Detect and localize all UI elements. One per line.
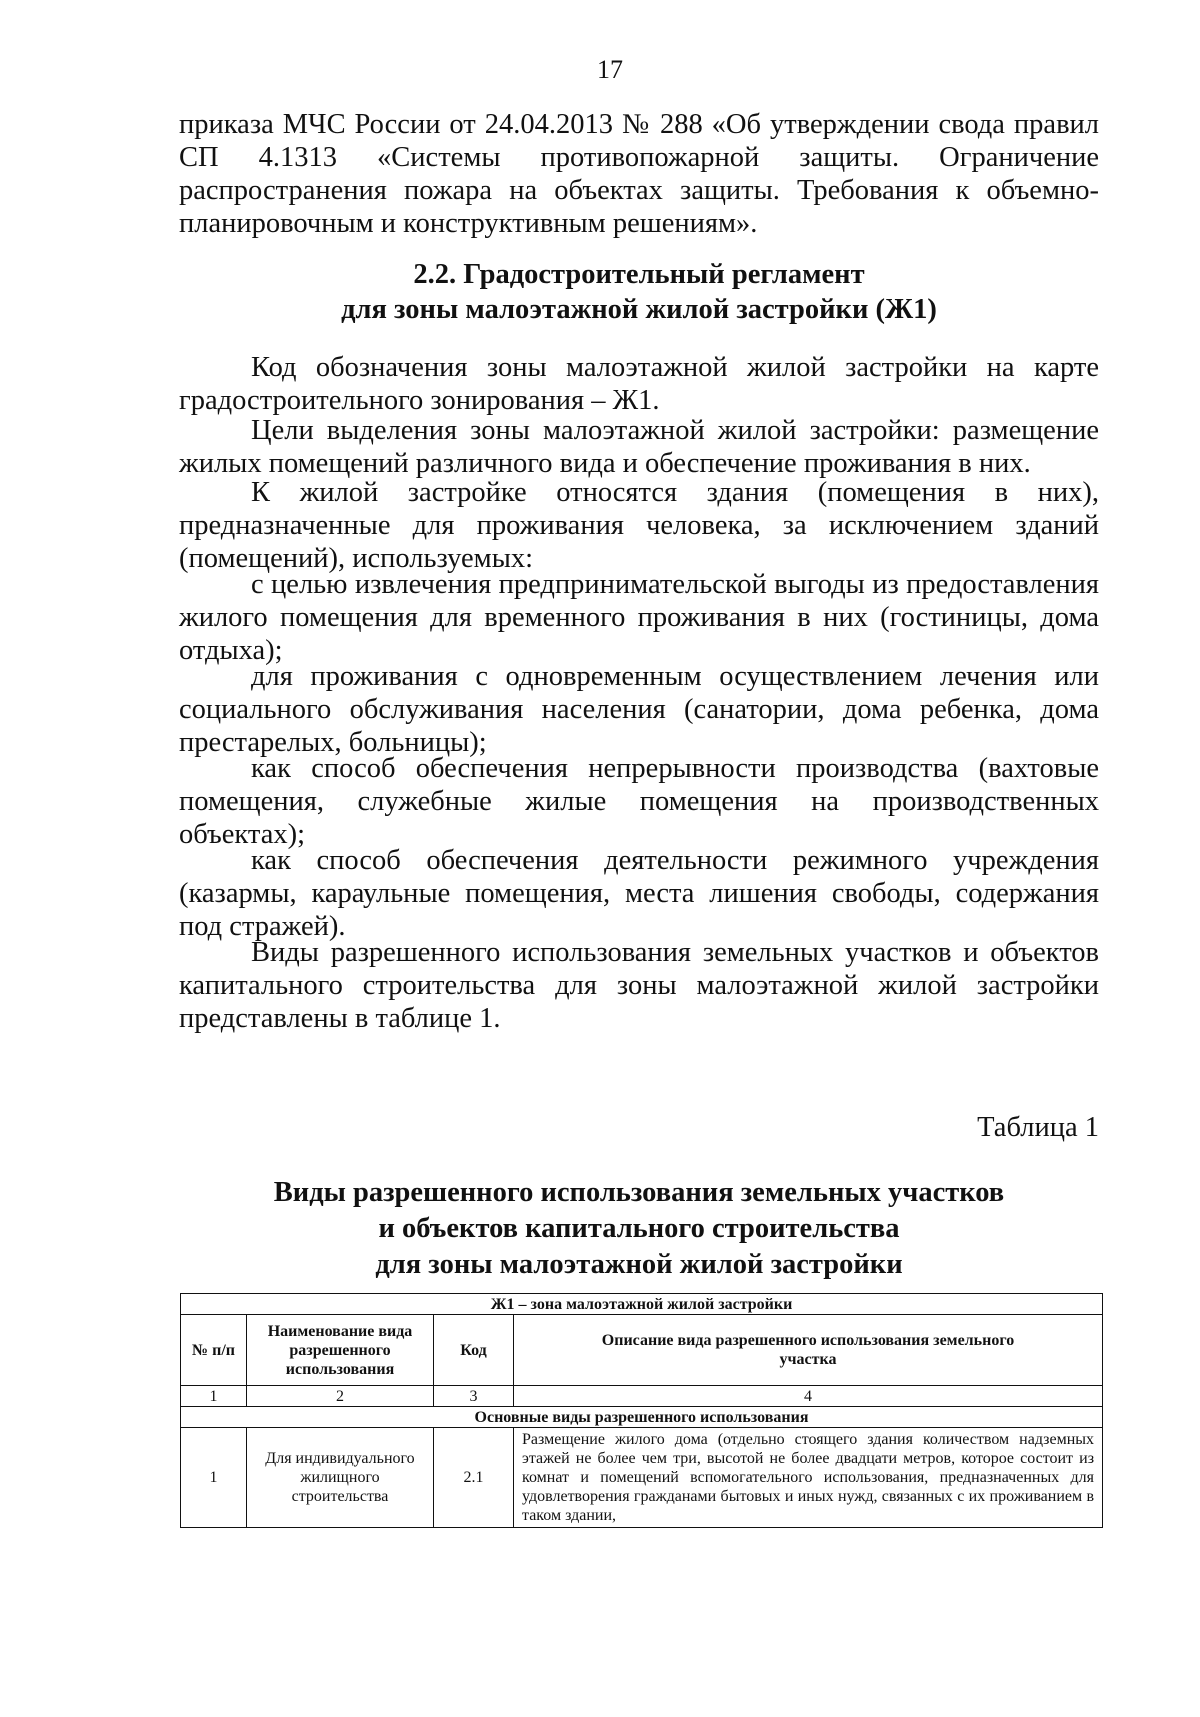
table-title-line-3: для зоны малоэтажной жилой застройки: [375, 1249, 903, 1280]
paragraph-zone-code: Код обозначения зоны малоэтажной жилой застройки на карте градостроительного зонирования – Ж1.: [179, 352, 1099, 416]
section-title: [179, 257, 1099, 327]
table-index-row: [181, 1386, 1103, 1407]
section-title-line-1: 2.2. Градостроительный регламент: [413, 259, 865, 290]
table-title: [179, 1175, 1099, 1283]
page-number: 17: [597, 55, 623, 84]
header-name: Наименование вида разрешенного использования: [247, 1315, 434, 1386]
intro-paragraph: приказа МЧС России от 24.04.2013 № 288 «Об утверждении свода правил СП 4.1313 «Системы противопожарной защиты. Ограничение распространения пожара на объектах защиты. Требования к объемно-планировочным и конструктивным решениям».: [179, 109, 1099, 239]
zone-header-cell: Ж1 – зона малоэтажной жилой застройки: [181, 1294, 1103, 1315]
table-title-line-2: и объектов капитального строительства: [378, 1213, 900, 1244]
row-name: Для индивидуального жилищного строительства: [247, 1428, 434, 1528]
index-cell: 3: [434, 1386, 514, 1407]
paragraph-exception-3: как способ обеспечения непрерывности производства (вахтовые помещения, служебные жилые помещения на производственных объектах);: [179, 753, 1099, 850]
paragraph-exception-1: с целью извлечения предпринимательской выгоды из предоставления жилого помещения для временного проживания в них (гостиницы, дома отдыха);: [179, 569, 1099, 666]
paragraph-exception-2: для проживания с одновременным осуществлением лечения или социального обслуживания населения (санатории, дома ребенка, дома престарелых, больницы);: [179, 661, 1099, 758]
paragraph-exception-4: как способ обеспечения деятельности режимного учреждения (казармы, караульные помещения, места лишения свободы, содержания под стражей).: [179, 845, 1099, 942]
section-row-cell: Основные виды разрешенного использования: [181, 1407, 1103, 1428]
paragraph-table-ref: Виды разрешенного использования земельных участков и объектов капитального строительства для зоны малоэтажной жилой застройки представлены в таблице 1.: [179, 937, 1099, 1034]
index-cell: 1: [181, 1386, 247, 1407]
section-title-line-2: для зоны малоэтажной жилой застройки (Ж1): [341, 294, 937, 325]
header-code: Код: [434, 1315, 514, 1386]
table-title-line-1: Виды разрешенного использования земельных участков: [273, 1177, 1005, 1208]
row-num: 1: [181, 1428, 247, 1528]
index-cell: 2: [247, 1386, 434, 1407]
table-header-row: [181, 1315, 1103, 1386]
paragraph-residential-def: К жилой застройке относятся здания (помещения в них), предназначенные для проживания человека, за исключением зданий (помещений), используемых:: [179, 477, 1099, 574]
index-cell: 4: [514, 1386, 1103, 1407]
table-label: Таблица 1: [977, 1112, 1099, 1143]
header-num: № п/п: [181, 1315, 247, 1386]
row-code: 2.1: [434, 1428, 514, 1528]
row-desc: Размещение жилого дома (отдельно стоящего здания количеством надземных этажей не более чем три, высотой не более двадцати метров, которое состоит из комнат и помещений вспомогательного использования, предназначенных для удовлетворения гражданами бытовых и иных нужд, связанных с их проживанием в таком здании,: [514, 1428, 1103, 1528]
table-row: [181, 1428, 1103, 1528]
table-zone-header-row: [181, 1294, 1103, 1315]
paragraph-zone-goals: Цели выделения зоны малоэтажной жилой застройки: размещение жилых помещений различного вида и обеспечение проживания в них.: [179, 415, 1099, 479]
zone-usage-table: [180, 1293, 1103, 1528]
table-section-row: [181, 1407, 1103, 1428]
header-desc: Описание вида разрешенного использования земельного участка: [514, 1315, 1103, 1386]
